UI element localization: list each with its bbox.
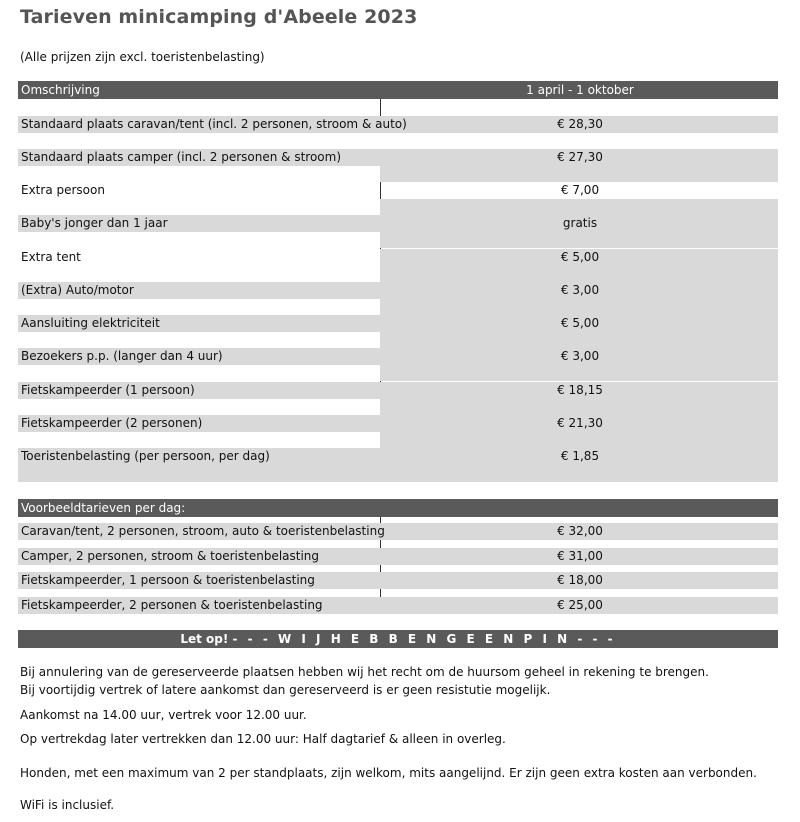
- row-label: Fietskampeerder (1 persoon): [21, 383, 195, 397]
- row-price: € 25,00: [557, 598, 603, 612]
- banner-prefix: Let op!: [180, 632, 229, 646]
- row-label: Camper, 2 personen, stroom & toeristenbelasting: [21, 549, 320, 563]
- row-price: € 3,00: [560, 283, 600, 297]
- row-price: gratis: [562, 216, 598, 230]
- row-label: Extra tent: [21, 250, 81, 264]
- row-label: Toeristenbelasting (per persoon, per dag): [21, 449, 270, 463]
- row-price: € 7,00: [560, 183, 600, 197]
- row-price: € 31,00: [557, 549, 603, 563]
- row-label: Extra persoon: [21, 183, 105, 197]
- row-label: Standaard plaats camper (incl. 2 personen & stroom): [21, 150, 341, 164]
- row-label: Standaard plaats caravan/tent (incl. 2 personen, stroom & auto): [21, 117, 407, 131]
- note-wifi: WiFi is inclusief.: [20, 798, 115, 812]
- row-label: Fietskampeerder (2 personen): [21, 416, 203, 430]
- row-label: (Extra) Auto/motor: [21, 283, 134, 297]
- row-price: € 1,85: [560, 449, 600, 463]
- page-title: Tarieven minicamping d'Abeele 2023: [20, 6, 418, 28]
- row-price: € 18,15: [557, 383, 603, 397]
- examples-title: Voorbeeldtarieven per dag:: [21, 501, 186, 515]
- row-label: Fietskampeerder, 1 persoon & toeristenbelasting: [21, 573, 315, 587]
- row-label: Caravan/tent, 2 personen, stroom, auto & toeristenbelasting: [21, 524, 385, 538]
- note-cancellation: Bij annulering van de gereserveerde plaatsen hebben wij het recht om de huursom geheel in rekening te brengen.: [20, 665, 709, 679]
- table-header: [18, 81, 778, 99]
- banner-text: - - - W I J H E B B E N G E E N P I N - - -: [232, 632, 616, 646]
- note-arrival: Aankomst na 14.00 uur, vertrek voor 12.00 uur.: [20, 708, 307, 722]
- row-price: € 21,30: [557, 416, 603, 430]
- no-pin-banner: [18, 630, 778, 648]
- row-price: € 28,30: [557, 117, 603, 131]
- row-price: € 5,00: [560, 316, 600, 330]
- row-price: € 3,00: [560, 349, 600, 363]
- row-price: € 32,00: [557, 524, 603, 538]
- row-label: Baby's jonger dan 1 jaar: [21, 216, 168, 230]
- row-price: € 5,00: [560, 250, 600, 264]
- price-note: (Alle prijzen zijn excl. toeristenbelasting): [20, 50, 265, 64]
- examples-header: [18, 499, 778, 517]
- note-departure: Bij voortijdig vertrek of latere aankomst dan gereserveerd is er geen resistutie mogelijk.: [20, 683, 551, 697]
- row-label: Fietskampeerder, 2 personen & toeristenbelasting: [21, 598, 323, 612]
- row-label: Bezoekers p.p. (langer dan 4 uur): [21, 349, 223, 363]
- row-price: € 27,30: [557, 150, 603, 164]
- column-header-description: Omschrijving: [21, 83, 100, 97]
- note-dogs: Honden, met een maximum van 2 per standplaats, zijn welkom, mits aangelijnd. Er zijn geen extra kosten aan verbonden.: [20, 766, 757, 780]
- column-header-period: 1 april - 1 oktober: [526, 83, 634, 97]
- row-label: Aansluiting elektriciteit: [21, 316, 160, 330]
- row-price: € 18,00: [557, 573, 603, 587]
- note-late-departure: Op vertrekdag later vertrekken dan 12.00 uur: Half dagtarief & alleen in overleg.: [20, 732, 506, 746]
